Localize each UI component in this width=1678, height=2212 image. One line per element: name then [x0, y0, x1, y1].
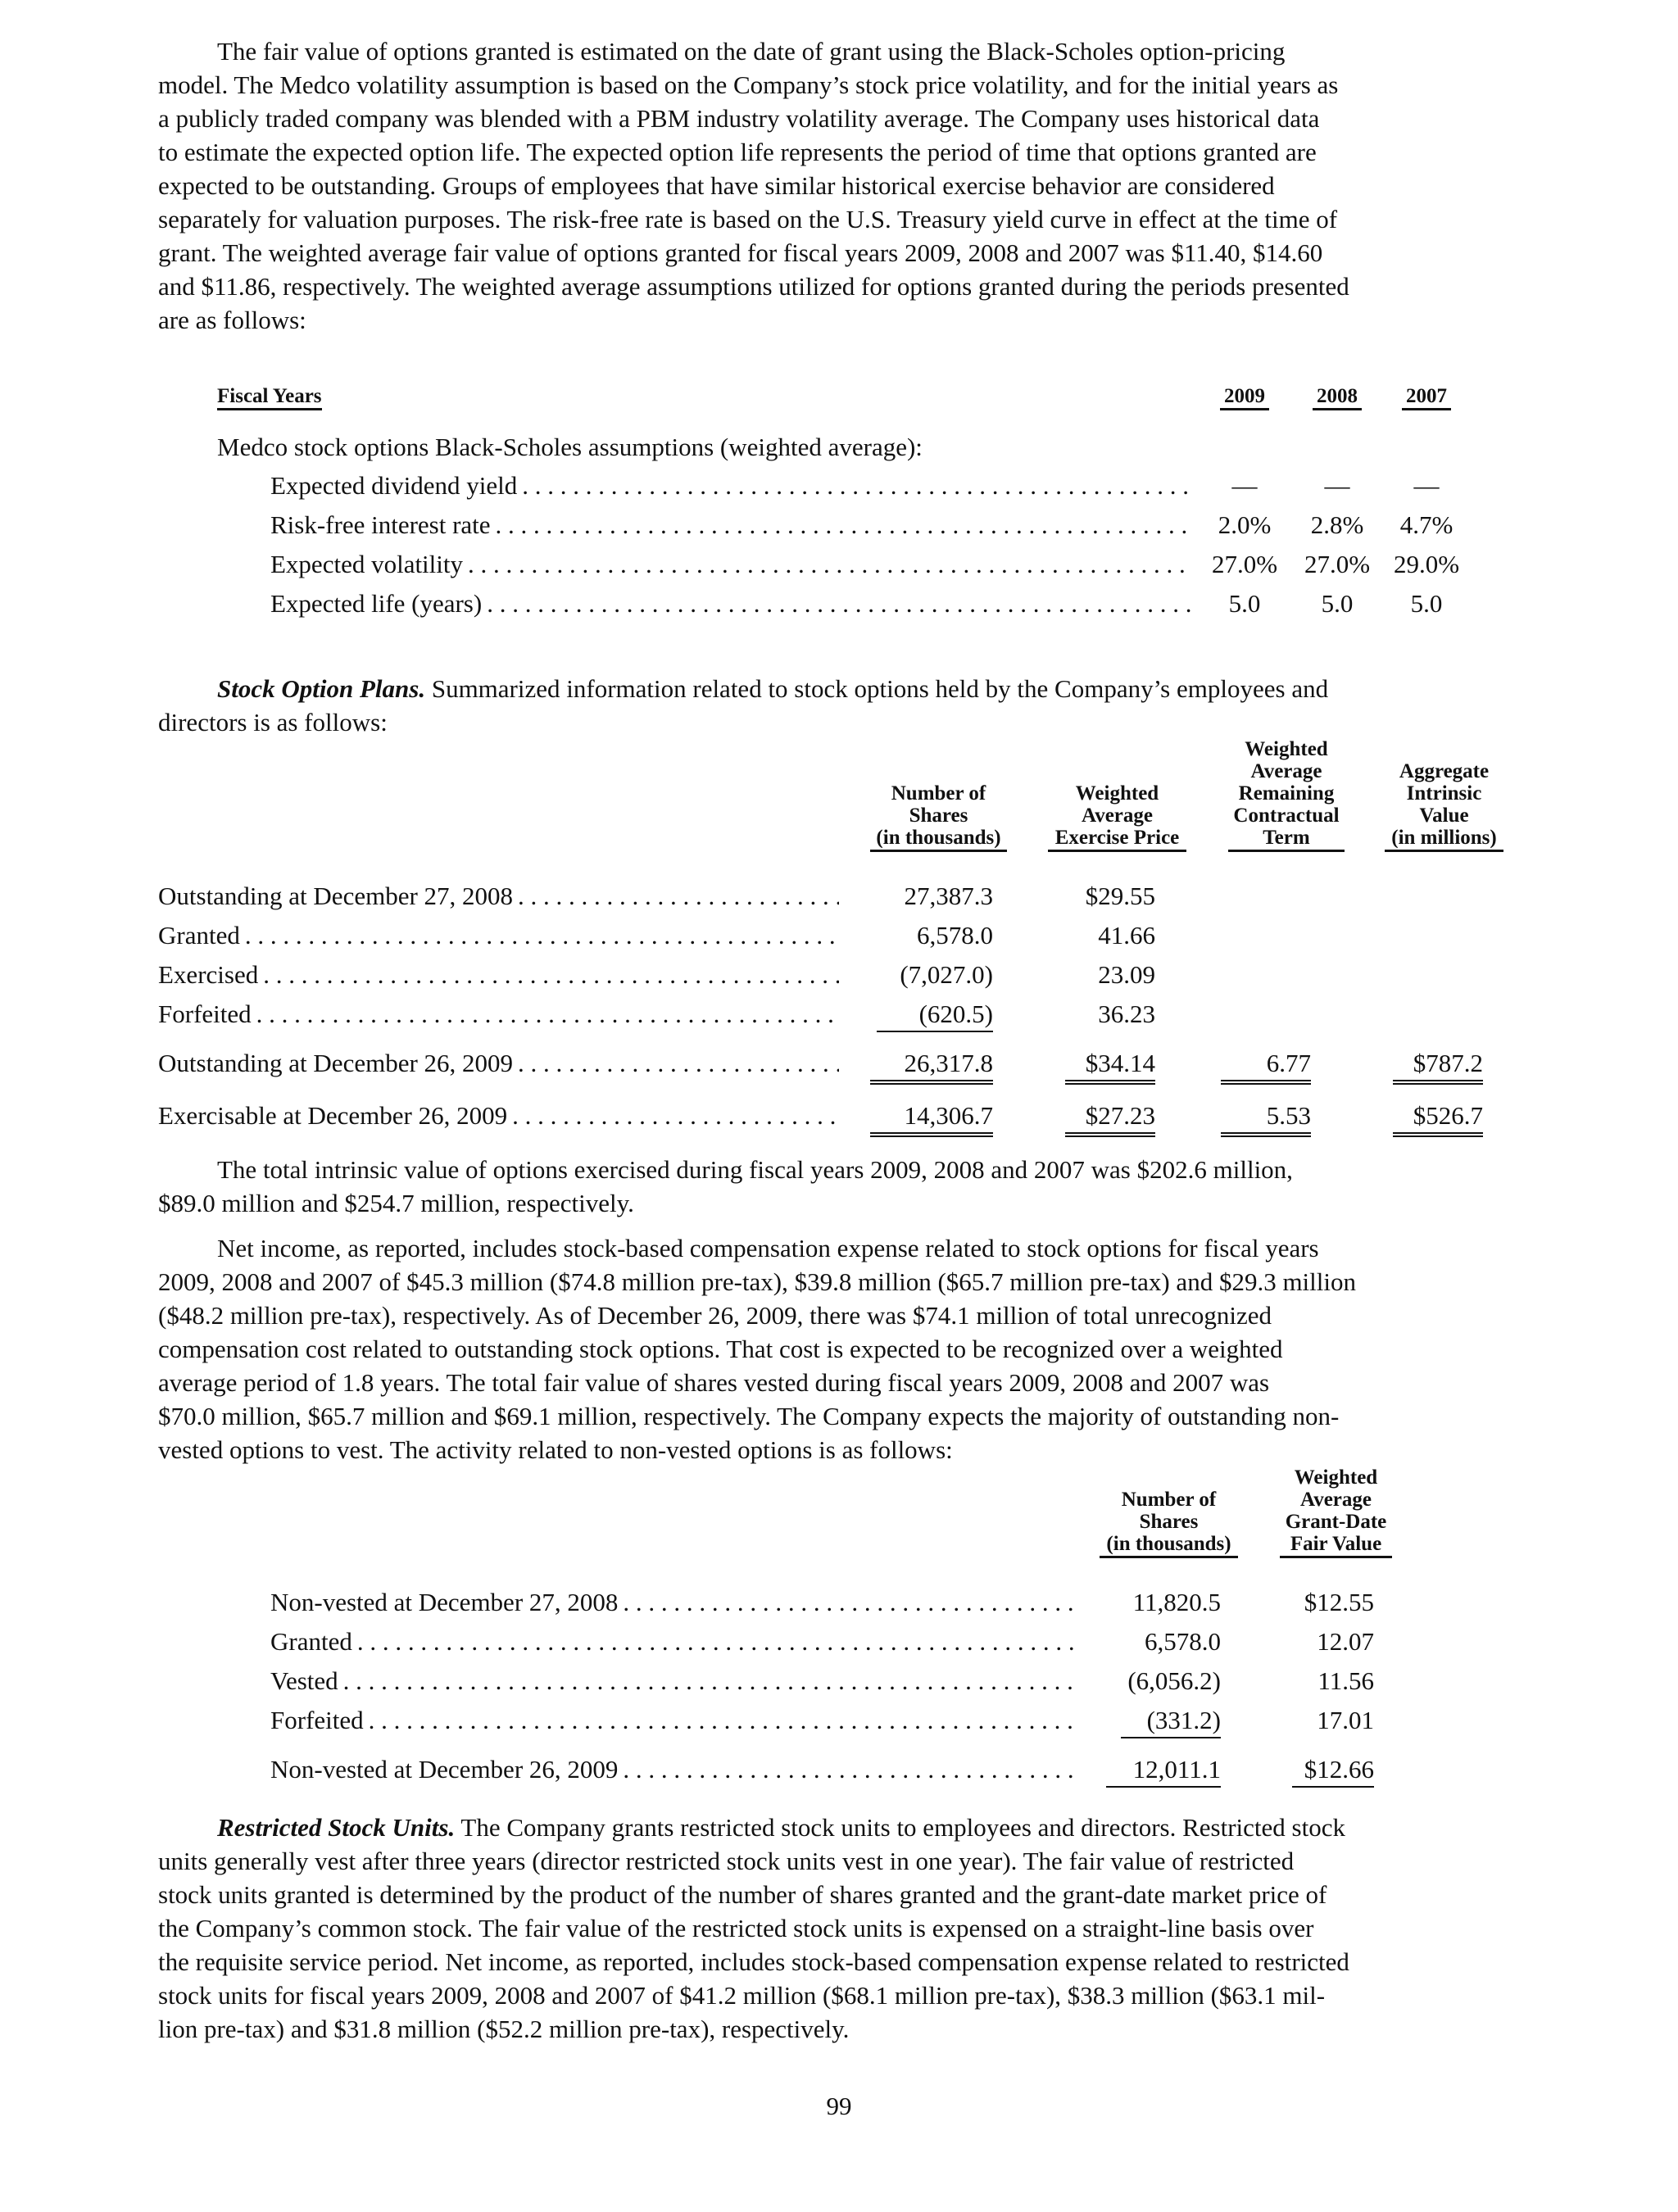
nonvested-value: 12,011.1	[1106, 1752, 1221, 1788]
dot-leader	[517, 469, 1192, 502]
line-text: lion pre-tax) and $31.8 million ($52.2 million pre-tax), respectively.	[158, 2015, 850, 2043]
line-text: 2009, 2008 and 2007 of $45.3 million ($74.8 million pre-tax), $39.8 million ($65.7 million pre-tax) and $29.3 million	[158, 1267, 1357, 1296]
paragraph-line	[158, 270, 1510, 303]
nonvested-value: 6,578.0	[1145, 1627, 1221, 1656]
assumption-value: 27.0%	[1211, 550, 1278, 578]
paragraph-line	[158, 1299, 1510, 1332]
nonvested-row	[270, 1703, 1077, 1737]
options-value: 41.66	[1098, 921, 1155, 950]
paragraph-line	[158, 2012, 1510, 2046]
assumption-value: 5.0	[1321, 589, 1354, 618]
options-value: $787.2	[1393, 1046, 1483, 1085]
line-text: to estimate the expected option life. The expected option life represents the period of time that options granted are	[158, 138, 1317, 166]
restricted-stock-units-paragraph	[158, 1811, 1510, 2046]
dot-leader	[513, 879, 839, 913]
dot-leader	[352, 1625, 1077, 1658]
paragraph-heading: Stock Option Plans.	[217, 674, 426, 703]
header-line: Value	[1419, 805, 1469, 827]
nonvested-value: (6,056.2)	[1127, 1666, 1221, 1695]
line-text: The fair value of options granted is estimated on the date of grant using the Black-Scholes option-pricing	[217, 37, 1286, 66]
paragraph-line	[158, 202, 1510, 236]
header-line: Fair Value	[1290, 1533, 1382, 1555]
assumption-value: 2.0%	[1218, 510, 1272, 539]
row-label: Exercised	[158, 960, 259, 989]
nonvested-value: 12.07	[1317, 1627, 1374, 1656]
assumption-row	[270, 547, 1192, 581]
nonvested-value: 11.56	[1317, 1666, 1374, 1695]
line-text: the requisite service period. Net income, as reported, includes stock-based compensation expense related to restricted	[158, 1947, 1349, 1976]
nonvested-row	[270, 1664, 1077, 1698]
row-label: Expected life (years)	[270, 589, 483, 618]
nonvested-column-header	[1100, 1489, 1238, 1558]
line-text: vested options to vest. The activity related to non-vested options is as follows:	[158, 1435, 953, 1464]
paragraph-line	[158, 1979, 1510, 2012]
options-value: 6.77	[1221, 1046, 1311, 1085]
line-text: model. The Medco volatility assumption is based on the Company’s stock price volatility, and for the initial years as	[158, 70, 1339, 99]
options-value: $29.55	[1085, 882, 1155, 910]
line-text: separately for valuation purposes. The risk-free rate is based on the U.S. Treasury yield curve in effect at the time of	[158, 205, 1338, 233]
header-line: Shares	[1139, 1511, 1199, 1533]
row-label: Risk-free interest rate	[270, 510, 491, 539]
paragraph-line	[158, 68, 1510, 102]
header-line: Weighted	[1075, 782, 1159, 805]
line-text: grant. The weighted average fair value of options granted for fiscal years 2009, 2008 and 2007 was $11.40, $14.60	[158, 238, 1323, 267]
line-text: $70.0 million, $65.7 million and $69.1 million, respectively. The Company expects the majority of outstanding non-	[158, 1402, 1340, 1430]
paragraph-line	[158, 236, 1510, 270]
paragraph-line	[158, 672, 1510, 705]
options-row	[158, 997, 839, 1031]
intrinsic-value-paragraph	[158, 1153, 1510, 1220]
header-line: Contractual	[1233, 805, 1340, 827]
header-line: Shares	[909, 805, 968, 827]
options-value: $526.7	[1393, 1099, 1483, 1137]
row-label: Expected dividend yield	[270, 471, 518, 500]
options-row	[158, 958, 839, 991]
header-line: (in millions)	[1391, 827, 1497, 849]
line-text: average period of 1.8 years. The total fair value of shares vested during fiscal years 2009, 2008 and 2007 was	[158, 1368, 1270, 1397]
paragraph-line	[158, 705, 1510, 739]
paragraph-line	[158, 1399, 1510, 1433]
paragraph-line	[158, 1945, 1510, 1979]
options-value: 5.53	[1221, 1099, 1311, 1137]
row-label: Granted	[158, 921, 240, 950]
header-line: Term	[1263, 827, 1310, 849]
line-text: The total intrinsic value of options exercised during fiscal years 2009, 2008 and 2007 was $202.6 million,	[217, 1155, 1293, 1184]
paragraph-line	[158, 1153, 1510, 1186]
paragraph-line	[158, 102, 1510, 135]
options-row	[158, 879, 839, 913]
year-header: 2007	[1402, 385, 1451, 410]
line-text: directors is as follows:	[158, 708, 388, 737]
line-text: units generally vest after three years (director restricted stock units vest in one year). The fair value of restricted	[158, 1847, 1295, 1875]
options-value: $34.14	[1065, 1046, 1155, 1085]
paragraph-line	[158, 34, 1510, 68]
options-value: (7,027.0)	[900, 960, 993, 989]
page-number: 99	[826, 2092, 852, 2120]
assumptions-group-label: Medco stock options Black-Scholes assumptions (weighted average):	[217, 433, 923, 461]
line-text: are as follows:	[158, 306, 306, 334]
line-text: stock units granted is determined by the product of the number of shares granted and the grant-date market price of	[158, 1880, 1327, 1909]
options-value: (620.5)	[877, 997, 993, 1032]
dot-leader	[491, 508, 1192, 542]
paragraph-line	[158, 1878, 1510, 1911]
header-line: Weighted	[1294, 1466, 1378, 1489]
header-line: Grant-Date	[1285, 1511, 1387, 1533]
header-line: Average	[1250, 760, 1322, 782]
row-label: Expected volatility	[270, 550, 464, 578]
options-value: $27.23	[1065, 1099, 1155, 1137]
dot-leader	[364, 1703, 1077, 1737]
paragraph-line	[158, 1265, 1510, 1299]
options-column-header	[1048, 782, 1186, 852]
intro-paragraph	[158, 34, 1510, 337]
header-line: Average	[1300, 1489, 1372, 1511]
assumption-row	[270, 587, 1192, 620]
line-text: $89.0 million and $254.7 million, respectively.	[158, 1189, 634, 1217]
header-line: Number of	[1121, 1489, 1217, 1511]
options-value: 36.23	[1098, 999, 1155, 1028]
line-text: and $11.86, respectively. The weighted average assumptions utilized for options granted during the periods presented	[158, 272, 1349, 301]
paragraph-line	[158, 303, 1510, 337]
stock-option-plans-paragraph	[158, 672, 1510, 739]
assumption-value: —	[1231, 471, 1258, 500]
dot-leader	[618, 1585, 1077, 1619]
header-line: Average	[1082, 805, 1153, 827]
nonvested-column-header	[1280, 1466, 1392, 1558]
options-value: 27,387.3	[904, 882, 993, 910]
paragraph-line	[158, 1231, 1510, 1265]
dot-leader	[618, 1752, 1077, 1786]
dot-leader	[507, 1099, 839, 1132]
line-text: expected to be outstanding. Groups of employees that have similar historical exercise behavior are considered	[158, 171, 1275, 200]
line-text: compensation cost related to outstanding stock options. That cost is expected to be recognized over a weighted	[158, 1335, 1283, 1363]
dot-leader	[338, 1664, 1077, 1698]
row-label: Exercisable at December 26, 2009	[158, 1101, 508, 1130]
year-header: 2009	[1220, 385, 1269, 410]
options-value: 26,317.8	[870, 1046, 993, 1085]
row-label: Outstanding at December 27, 2008	[158, 882, 514, 910]
dot-leader	[513, 1046, 839, 1080]
header-line: Number of	[891, 782, 986, 805]
nonvested-value: $12.55	[1304, 1588, 1374, 1616]
header-line: (in thousands)	[1106, 1533, 1231, 1555]
paragraph-line	[158, 1332, 1510, 1366]
line-text: ($48.2 million pre-tax), respectively. As of December 26, 2009, there was $74.1 million of total unrecognized	[158, 1301, 1272, 1330]
line-text: the Company’s common stock. The fair value of the restricted stock units is expensed on a straight-line basis over	[158, 1914, 1314, 1942]
dot-leader	[482, 587, 1192, 620]
paragraph-line	[158, 1366, 1510, 1399]
assumption-value: —	[1324, 471, 1350, 500]
assumption-value: 29.0%	[1393, 550, 1460, 578]
assumption-value: 4.7%	[1399, 510, 1454, 539]
options-value: 23.09	[1098, 960, 1155, 989]
paragraph-line	[158, 169, 1510, 202]
nonvested-value: 17.01	[1317, 1706, 1374, 1734]
options-value: 14,306.7	[870, 1099, 993, 1137]
paragraph-line	[158, 1433, 1510, 1466]
paragraph-line	[158, 1844, 1510, 1878]
dot-leader	[463, 547, 1192, 581]
row-label: Non-vested at December 27, 2008	[270, 1588, 619, 1616]
assumption-value: 5.0	[1410, 589, 1443, 618]
header-line: Exercise Price	[1054, 827, 1180, 849]
paragraph-line	[158, 135, 1510, 169]
paragraph-line	[158, 1811, 1510, 1844]
assumption-value: 5.0	[1228, 589, 1261, 618]
options-column-header	[1228, 738, 1345, 852]
fiscal-years-header: Fiscal Years	[217, 385, 322, 410]
assumption-value: —	[1413, 471, 1440, 500]
row-label: Vested	[270, 1666, 338, 1695]
assumption-value: 2.8%	[1310, 510, 1364, 539]
nonvested-value: (331.2)	[1121, 1703, 1221, 1738]
paragraph-heading: Restricted Stock Units.	[217, 1813, 456, 1842]
dot-leader	[258, 958, 839, 991]
options-column-header	[870, 782, 1007, 852]
nonvested-row	[270, 1625, 1077, 1658]
header-line: (in thousands)	[876, 827, 1001, 849]
year-header: 2008	[1313, 385, 1362, 410]
paragraph-line	[158, 1186, 1510, 1220]
options-row	[158, 918, 839, 952]
row-label: Forfeited	[270, 1706, 364, 1734]
paragraph-line	[158, 1911, 1510, 1945]
line-text: The Company grants restricted stock units to employees and directors. Restricted stock	[455, 1813, 1345, 1842]
line-text: stock units for fiscal years 2009, 2008 and 2007 of $41.2 million ($68.1 million pre-tax), $38.3 million ($63.1 mil-	[158, 1981, 1326, 2010]
nonvested-row	[270, 1585, 1077, 1619]
nonvested-row	[270, 1752, 1077, 1786]
line-text: Net income, as reported, includes stock-based compensation expense related to stock options for fiscal years	[217, 1234, 1319, 1262]
nonvested-value: 11,820.5	[1132, 1588, 1221, 1616]
line-text: Summarized information related to stock options held by the Company’s employees and	[425, 674, 1329, 703]
header-line: Remaining	[1238, 782, 1335, 805]
row-label: Forfeited	[158, 999, 252, 1028]
row-label: Non-vested at December 26, 2009	[270, 1755, 619, 1784]
row-label: Outstanding at December 26, 2009	[158, 1049, 514, 1077]
options-row	[158, 1046, 839, 1080]
options-row	[158, 1099, 839, 1132]
options-column-header	[1385, 760, 1503, 852]
header-line: Intrinsic	[1406, 782, 1482, 805]
header-line: Aggregate	[1399, 760, 1490, 782]
dot-leader	[252, 997, 839, 1031]
assumption-value: 27.0%	[1304, 550, 1371, 578]
row-label: Granted	[270, 1627, 352, 1656]
assumption-row	[270, 508, 1192, 542]
header-line: Weighted	[1245, 738, 1328, 760]
net-income-paragraph	[158, 1231, 1510, 1466]
nonvested-value: $12.66	[1292, 1752, 1374, 1788]
dot-leader	[240, 918, 839, 952]
options-value: 6,578.0	[917, 921, 993, 950]
line-text: a publicly traded company was blended with a PBM industry volatility average. The Company uses historical data	[158, 104, 1320, 133]
assumption-row	[270, 469, 1192, 502]
